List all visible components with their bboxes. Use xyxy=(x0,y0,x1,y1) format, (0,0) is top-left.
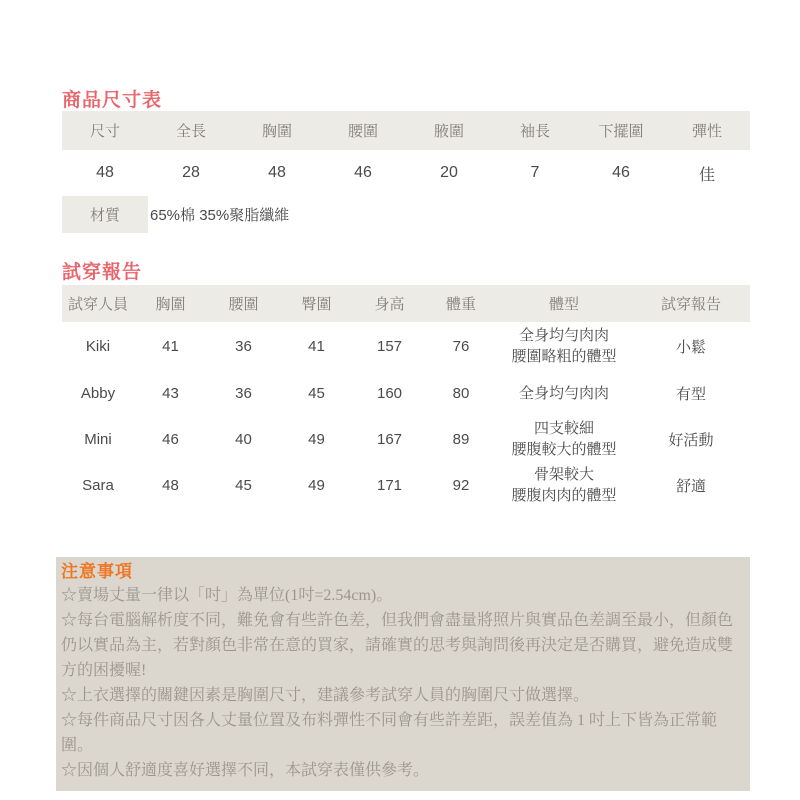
fitter-height-cell: 171 xyxy=(376,476,403,494)
fitter-body-type-cell xyxy=(496,416,632,462)
size-col-header: 彈性 xyxy=(691,123,722,140)
fitter-height-cell: 160 xyxy=(376,384,403,402)
fitter-weight-cell: 89 xyxy=(452,430,470,448)
fitter-waist-cell: 45 xyxy=(235,476,252,494)
fitter-height-cell: 157 xyxy=(376,337,403,355)
size-col-header: 胸圍 xyxy=(261,123,292,140)
fitting-col-header: 體重 xyxy=(445,296,476,313)
size-value-cell: 28 xyxy=(182,164,200,181)
fitter-report-cell: 舒適 xyxy=(675,477,706,495)
size-value-cell: 20 xyxy=(440,164,458,181)
size-col-header: 袖長 xyxy=(519,123,550,140)
fitter-hip-cell: 41 xyxy=(308,337,325,355)
fitter-body-type-cell xyxy=(496,322,632,370)
fitter-height-cell: 167 xyxy=(376,430,403,448)
size-table xyxy=(62,111,750,233)
size-value-cell: 46 xyxy=(354,164,372,181)
fitter-report-cell: 好活動 xyxy=(668,431,714,449)
fitter-weight-cell: 76 xyxy=(452,337,470,355)
body-type-line: 骨架較大 xyxy=(533,466,594,483)
fitting-col-header: 試穿報告 xyxy=(660,296,721,313)
body-type-line: 腰腹較大的體型 xyxy=(511,441,617,458)
notes-title: 注意事項 xyxy=(61,562,133,581)
fitting-col-header: 胸圍 xyxy=(155,296,186,313)
size-col-header: 下擺圍 xyxy=(598,123,644,140)
size-table-values-row xyxy=(62,150,750,196)
size-col-header: 尺寸 xyxy=(89,123,120,140)
size-value-cell: 48 xyxy=(96,164,114,181)
fitting-table-row xyxy=(62,370,750,416)
material-row xyxy=(62,196,750,233)
material-label: 材質 xyxy=(62,196,148,233)
size-value-cell: 7 xyxy=(530,164,540,181)
fitter-body-type-cell xyxy=(496,462,632,508)
fitter-bust-cell: 41 xyxy=(162,337,179,355)
fitter-name-cell: Mini xyxy=(84,430,112,448)
note-item: ☆每件商品尺寸因各人丈量位置及布料彈性不同會有些許差距，誤差值為 1 吋上下皆為正常範圍。 xyxy=(61,712,718,754)
fitting-col-header: 試穿人員 xyxy=(67,296,128,313)
fitter-weight-cell: 92 xyxy=(452,476,470,494)
fitting-table-header-row xyxy=(62,285,750,322)
size-value-cell: 48 xyxy=(268,164,286,181)
size-value-cell: 佳 xyxy=(698,166,715,184)
fitting-table-title: 試穿報告 xyxy=(62,262,143,283)
size-col-header: 全長 xyxy=(175,123,206,140)
fitter-report-cell: 有型 xyxy=(675,385,706,403)
fitter-body-type-cell xyxy=(496,370,632,416)
fitting-col-header: 臀圍 xyxy=(301,296,332,313)
size-col-header: 腋圍 xyxy=(433,123,464,140)
size-col-header: 腰圍 xyxy=(347,123,378,140)
fitting-col-header: 腰圍 xyxy=(228,296,259,313)
notes-list xyxy=(61,583,745,783)
fitter-hip-cell: 49 xyxy=(308,430,325,448)
fitter-waist-cell: 36 xyxy=(235,384,252,402)
notes-panel xyxy=(56,557,750,791)
note-item: ☆上衣選擇的關鍵因素是胸圍尺寸，建議參考試穿人員的胸圍尺寸做選擇。 xyxy=(61,687,590,704)
body-type-line: 腰圍略粗的體型 xyxy=(511,348,617,365)
note-item: ☆每台電腦解析度不同，難免會有些許色差，但我們會盡量將照片與實品色差調至最小，但顏色仍以實品為主，若對顏色非常在意的買家，請確實的思考與詢問後再決定是否購買，避免造成雙方的困擾喔! xyxy=(61,612,734,679)
material-value: 65%棉 35%聚脂纖維 xyxy=(150,207,290,224)
fitting-table-row xyxy=(62,416,750,462)
fitter-waist-cell: 40 xyxy=(235,430,252,448)
fitter-name-cell: Kiki xyxy=(85,337,111,355)
note-item: ☆賣場丈量一律以「吋」為單位(1吋=2.54cm)。 xyxy=(61,587,393,604)
fitter-hip-cell: 49 xyxy=(308,476,325,494)
fitter-bust-cell: 48 xyxy=(162,476,179,494)
size-table-header-row xyxy=(62,111,750,150)
fitting-col-header: 體型 xyxy=(548,296,579,313)
fitter-bust-cell: 43 xyxy=(162,384,179,402)
fitter-hip-cell: 45 xyxy=(308,384,325,402)
body-type-line: 全身均勻肉肉 xyxy=(518,327,609,344)
size-table-title: 商品尺寸表 xyxy=(62,90,163,111)
fitter-waist-cell: 36 xyxy=(235,337,252,355)
fitting-table xyxy=(62,285,750,508)
fitter-name-cell: Abby xyxy=(80,384,116,402)
fitter-bust-cell: 46 xyxy=(162,430,179,448)
note-item: ☆因個人舒適度喜好選擇不同，本試穿表僅供參考。 xyxy=(61,762,430,779)
fitting-table-row xyxy=(62,322,750,370)
body-type-line: 腰腹肉肉的體型 xyxy=(511,487,617,504)
fitting-table-row xyxy=(62,462,750,508)
fitter-name-cell: Sara xyxy=(82,476,114,494)
fitting-col-header: 身高 xyxy=(374,296,405,313)
fitter-weight-cell: 80 xyxy=(452,384,470,402)
body-type-line: 四支較細 xyxy=(533,420,594,437)
size-value-cell: 46 xyxy=(612,164,630,181)
fitter-report-cell: 小鬆 xyxy=(675,338,706,356)
body-type-line: 全身均勻肉肉 xyxy=(518,384,609,402)
